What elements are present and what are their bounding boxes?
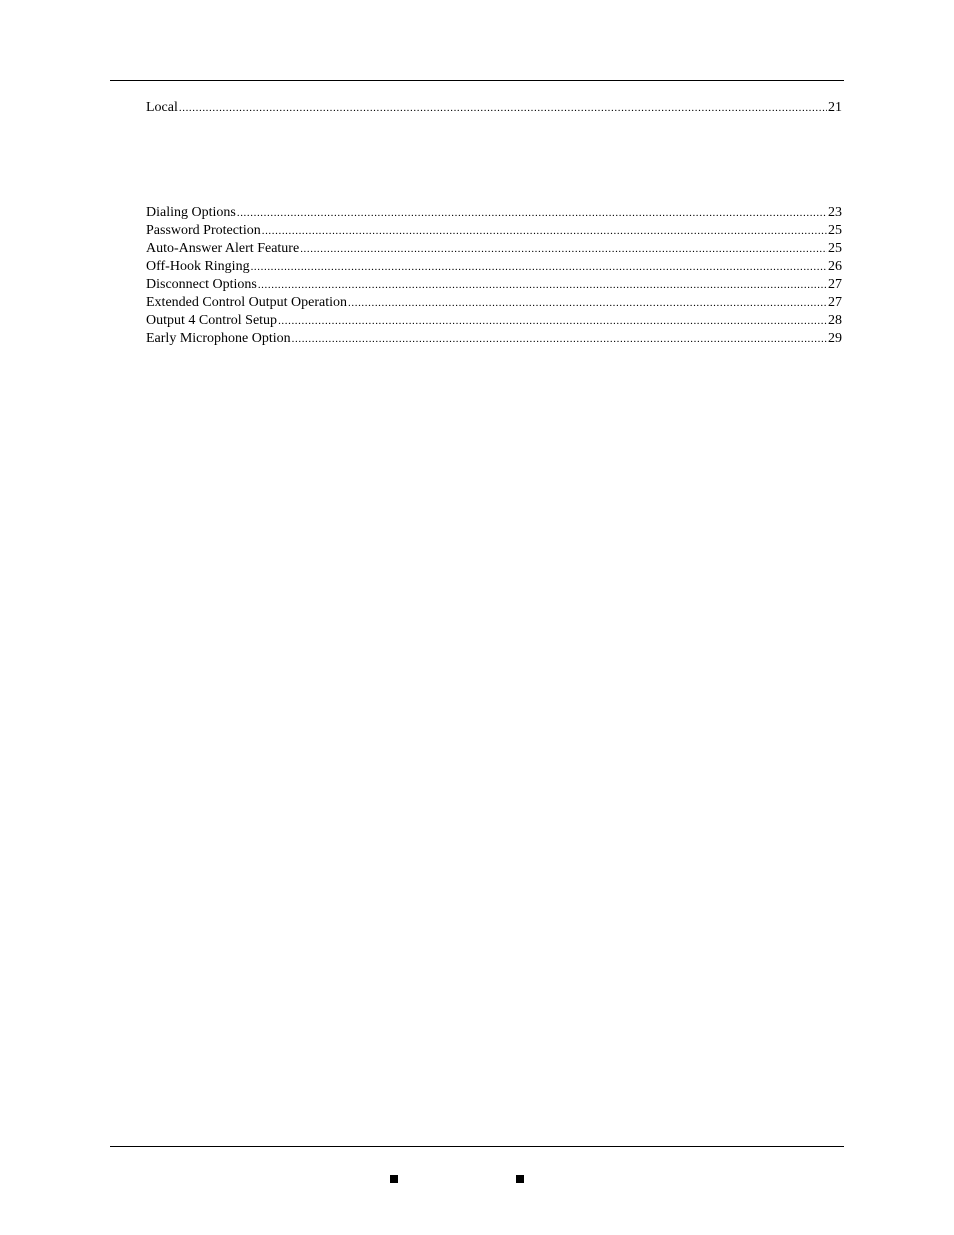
toc-entry-page: 28 xyxy=(828,313,842,328)
square-bullet-icon xyxy=(516,1175,524,1183)
toc-dot-leader xyxy=(300,240,827,258)
footer-rule xyxy=(110,1146,844,1147)
toc-dot-leader xyxy=(258,276,827,294)
toc-entry-title: Dialing Options xyxy=(146,205,236,220)
toc-entry-page: 21 xyxy=(828,100,842,115)
toc-entry-page: 23 xyxy=(828,205,842,220)
toc-dot-leader xyxy=(179,99,827,117)
toc-entry-page: 29 xyxy=(828,331,842,346)
toc-entry-title: Local xyxy=(146,100,178,115)
toc-dot-leader xyxy=(251,258,827,276)
toc-entry-title: Off-Hook Ringing xyxy=(146,259,250,274)
toc-entry-title: Extended Control Output Operation xyxy=(146,295,348,310)
toc-entry-title: Auto-Answer Alert Feature xyxy=(146,241,300,256)
toc-entry-page: 27 xyxy=(828,295,842,310)
toc-dot-leader xyxy=(348,294,827,312)
toc-entry-page: 25 xyxy=(828,223,842,238)
toc-entry[interactable] xyxy=(146,240,842,258)
toc-entry[interactable] xyxy=(146,258,842,276)
toc-dot-leader xyxy=(278,312,827,330)
toc-group-2 xyxy=(146,204,842,348)
toc-dot-leader xyxy=(292,330,827,348)
toc-dot-leader xyxy=(237,204,827,222)
toc-entry[interactable] xyxy=(146,312,842,330)
toc-group-1 xyxy=(146,99,842,117)
toc-entry-page: 27 xyxy=(828,277,842,292)
toc-entry-title: Disconnect Options xyxy=(146,277,257,292)
toc-entry[interactable] xyxy=(146,294,842,312)
header-rule xyxy=(110,80,844,81)
toc-entry[interactable] xyxy=(146,222,842,240)
toc-entry-page: 26 xyxy=(828,259,842,274)
toc-entry[interactable] xyxy=(146,204,842,222)
toc-entry[interactable] xyxy=(146,99,842,117)
toc-entry-page: 25 xyxy=(828,241,842,256)
toc-entry[interactable] xyxy=(146,276,842,294)
toc-entry[interactable] xyxy=(146,330,842,348)
toc-dot-leader xyxy=(262,222,827,240)
toc-entry-title: Output 4 Control Setup xyxy=(146,313,278,328)
square-bullet-icon xyxy=(390,1175,398,1183)
toc-entry-title: Password Protection xyxy=(146,223,261,238)
toc-entry-title: Early Microphone Option xyxy=(146,331,291,346)
